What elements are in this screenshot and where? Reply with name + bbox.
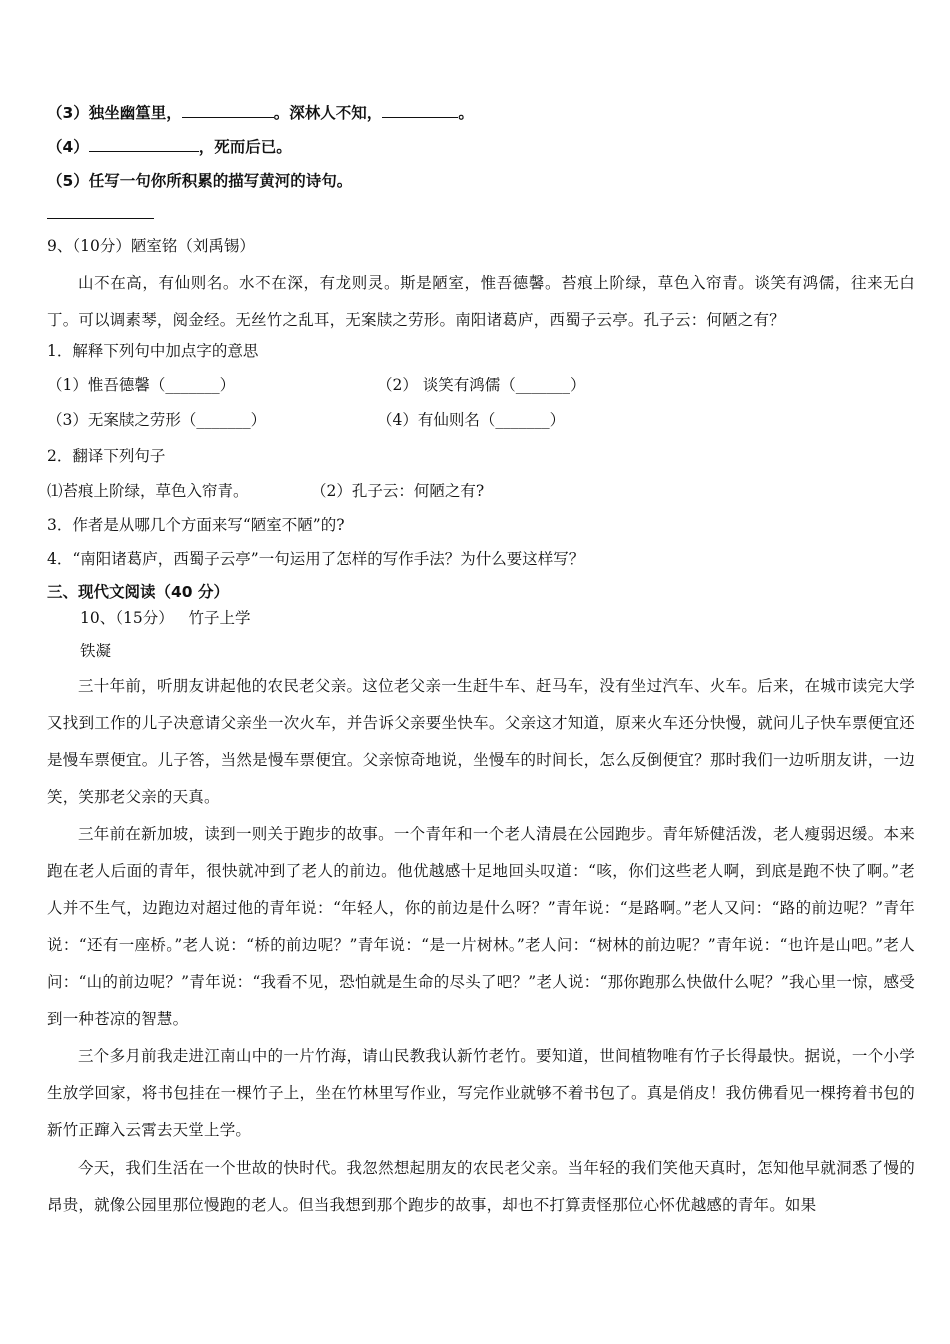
q9-sub1-item-1: （1）惟吾德馨（_______） [47, 376, 236, 394]
q9-sub3: 3．作者是从哪几个方面来写“陋室不陋”的? [47, 516, 345, 534]
q8-item-3 [47, 103, 474, 123]
answer-blank[interactable] [182, 103, 274, 118]
q9-sub2-item-1: ⑴苔痕上阶绿，草色入帘青。 [47, 482, 249, 500]
q9-sub1-item-3: （3）无案牍之劳形（_______） [47, 411, 267, 429]
q9-sub2: 2．翻译下列句子 [47, 447, 166, 465]
q9-heading: 9、（10分）陋室铭（刘禹锡） [47, 237, 255, 255]
q8-item4-text-a: （4） [47, 138, 89, 156]
q9-sub1-row2 [47, 410, 566, 430]
q10-paragraph-3: 三个多月前我走进江南山中的一片竹海，请山民教我认新竹老竹。要知道，世间植物唯有竹子长得最快。据说，一个小学生放学回家，将书包挂在一棵竹子上，坐在竹林里写作业，写完作业就够不着书包了。真是俏皮！我仿佛看见一棵挎着书包的新竹正蹿入云霄去天堂上学。 [47, 1047, 915, 1139]
q9-sub2-row [47, 481, 485, 501]
answer-line[interactable] [47, 218, 154, 219]
q10-paragraph-1: 三十年前，听朋友讲起他的农民老父亲。这位老父亲一生赶牛车、赶马车，没有坐过汽车、火车。后来，在城市读完大学又找到工作的儿子决意请父亲坐一次火车，并告诉父亲要坐快车。父亲这才知道，原来火车还分快慢，就问儿子快车票便宜还是慢车票便宜。儿子答，当然是慢车票便宜。父亲惊奇地说，坐慢车的时间长，怎么反倒便宜？那时我们一边听朋友讲，一边笑，笑那老父亲的天真。 [47, 677, 915, 806]
q8-item3-text-b: 。深林人不知， [273, 104, 383, 122]
q9-sub1-item-2: （2） 谈笑有鸿儒（_______） [377, 376, 586, 394]
section-heading: 三、现代文阅读（40 分） [47, 583, 229, 601]
q8-item-5: （5）任写一句你所积累的描写黄河的诗句。 [47, 172, 353, 190]
q9-passage: 山不在高，有仙则名。水不在深，有龙则灵。斯是陋室，惟吾德馨。苔痕上阶绿，草色入帘青。谈笑有鸿儒，往来无白丁。可以调素琴，阅金经。无丝竹之乱耳，无案牍之劳形。南阳诸葛庐，西蜀子云亭。孔子云：何陋之有？ [47, 274, 915, 329]
q8-item3-text-a: （3）独坐幽篁里， [47, 104, 182, 122]
q9-sub1-item-4: （4）有仙则名（_______） [377, 411, 566, 429]
q10-paragraph-2: 三年前在新加坡，读到一则关于跑步的故事。一个青年和一个老人清晨在公园跑步。青年矫健活泼，老人瘦弱迟缓。本来跑在老人后面的青年，很快就冲到了老人的前边。他优越感十足地回头叹道：“咳，你们这些老人啊，到底是跑不快了啊。”老人并不生气，边跑边对超过他的青年说：“年轻人，你的前边是什么呀？”青年说：“是路啊。”老人又问：“路的前边呢？”青年说：“还有一座桥。”老人说：“桥的前边呢？”青年说：“是一片树林。”老人问：“树林的前边呢？”青年说：“也许是山吧。”老人问：“山的前边呢？”青年说：“我看不见，恐怕就是生命的尽头了吧？”老人说：“那你跑那么快做什么呢？”我心里一惊，感受到一种苍凉的智慧。 [47, 825, 915, 1028]
q10-author: 铁凝 [80, 642, 112, 660]
q10-heading: 10、（15分） 竹子上学 [80, 609, 251, 627]
q9-sub1-row1 [47, 375, 586, 395]
q9-sub2-item-2: （2）孔子云：何陋之有? [311, 482, 485, 500]
q9-sub4: 4．“南阳诸葛庐，西蜀子云亭”一句运用了怎样的写作手法？为什么要这样写？ [47, 550, 585, 568]
q8-item4-text-b: ，死而后已。 [198, 138, 292, 156]
q10-paragraph-4: 今天，我们生活在一个世故的快时代。我忽然想起朋友的农民老父亲。当年轻的我们笑他天真时，怎知他早就洞悉了慢的昂贵，就像公园里那位慢跑的老人。但当我想到那个跑步的故事，却也不打算责怪那位心怀优越感的青年。如果 [47, 1159, 915, 1214]
q8-item-4 [47, 137, 292, 157]
q8-item3-text-c: 。 [458, 104, 474, 122]
answer-blank[interactable] [382, 103, 458, 118]
q9-sub1: 1．解释下列句中加点字的意思 [47, 342, 259, 360]
answer-blank[interactable] [89, 137, 199, 152]
